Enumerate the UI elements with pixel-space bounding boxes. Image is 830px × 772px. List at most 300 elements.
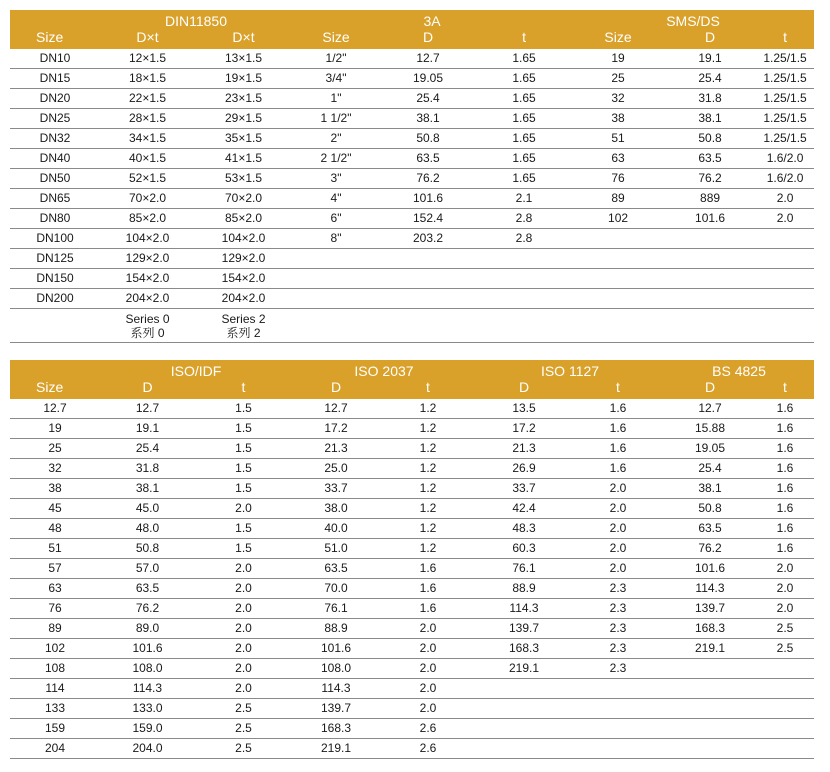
table-cell: 3/4" bbox=[292, 69, 380, 89]
table-cell: 2.0 bbox=[756, 189, 814, 209]
table-cell: 57 bbox=[10, 559, 100, 579]
table-cell: 38.1 bbox=[100, 479, 195, 499]
column-header: t bbox=[195, 379, 292, 399]
group-header-din11850: DIN11850 bbox=[100, 10, 292, 29]
table-cell: 19.1 bbox=[100, 419, 195, 439]
table-cell: 2.3 bbox=[572, 579, 664, 599]
table-cell bbox=[664, 659, 756, 679]
column-header: t bbox=[476, 29, 572, 49]
table-row bbox=[10, 69, 814, 89]
table-cell: 2.3 bbox=[572, 659, 664, 679]
table-cell: 129×2.0 bbox=[195, 249, 292, 269]
table-cell: 57.0 bbox=[100, 559, 195, 579]
table-cell: 38.1 bbox=[664, 109, 756, 129]
table-cell: 2.0 bbox=[195, 659, 292, 679]
table-cell: 15.88 bbox=[664, 419, 756, 439]
column-header: D bbox=[476, 379, 572, 399]
table-row bbox=[10, 399, 814, 419]
table-cell: 2.0 bbox=[195, 679, 292, 699]
table-cell: DN100 bbox=[10, 229, 100, 249]
table-cell: 1.25/1.5 bbox=[756, 129, 814, 149]
table-cell bbox=[476, 269, 572, 289]
table-cell: 101.6 bbox=[292, 639, 380, 659]
group-header-sms-ds: SMS/DS bbox=[572, 10, 814, 29]
table-cell bbox=[664, 269, 756, 289]
table-cell: 1.25/1.5 bbox=[756, 69, 814, 89]
table-cell: 53×1.5 bbox=[195, 169, 292, 189]
table-cell: 2.0 bbox=[195, 599, 292, 619]
table-cell: 2.0 bbox=[195, 619, 292, 639]
table-cell: 12.7 bbox=[10, 399, 100, 419]
table-cell: 51 bbox=[572, 129, 664, 149]
table-cell: 2.0 bbox=[572, 539, 664, 559]
table-cell: 17.2 bbox=[292, 419, 380, 439]
table-cell bbox=[476, 289, 572, 309]
table-cell: 38.0 bbox=[292, 499, 380, 519]
table-cell: 2.0 bbox=[195, 579, 292, 599]
table-cell: 19.05 bbox=[664, 439, 756, 459]
table-cell: DN25 bbox=[10, 109, 100, 129]
table-cell: 1.6 bbox=[380, 579, 476, 599]
table-cell: DN10 bbox=[10, 49, 100, 69]
table-row bbox=[10, 659, 814, 679]
table-cell bbox=[572, 249, 664, 269]
table-cell: 1.6 bbox=[380, 559, 476, 579]
table-cell: 1.6 bbox=[756, 399, 814, 419]
table-cell bbox=[572, 229, 664, 249]
table-cell bbox=[664, 679, 756, 699]
table-cell: 114 bbox=[10, 679, 100, 699]
table-cell: 168.3 bbox=[664, 619, 756, 639]
table-cell: 17.2 bbox=[476, 419, 572, 439]
table-row bbox=[10, 129, 814, 149]
table-cell: 1.5 bbox=[195, 459, 292, 479]
table-cell: 114.3 bbox=[100, 679, 195, 699]
table-cell: 1.65 bbox=[476, 69, 572, 89]
table-cell: 89 bbox=[10, 619, 100, 639]
table-cell: 1.6 bbox=[572, 439, 664, 459]
table-cell: 2.5 bbox=[195, 719, 292, 739]
table-cell: 1.2 bbox=[380, 439, 476, 459]
table-cell: 2.3 bbox=[572, 639, 664, 659]
table-cell: 76.2 bbox=[664, 539, 756, 559]
table-cell: 76 bbox=[572, 169, 664, 189]
table-cell: 2.0 bbox=[572, 479, 664, 499]
table-cell: 1.6/2.0 bbox=[756, 169, 814, 189]
table-cell: 51 bbox=[10, 539, 100, 559]
table-cell: 1.2 bbox=[380, 419, 476, 439]
table-cell: 25.4 bbox=[664, 459, 756, 479]
table-cell: 2.0 bbox=[380, 619, 476, 639]
table-cell: 219.1 bbox=[664, 639, 756, 659]
series-note-line2: 系列 0 bbox=[130, 325, 165, 340]
empty-cell bbox=[664, 309, 756, 343]
table-row bbox=[10, 269, 814, 289]
table-cell: 1" bbox=[292, 89, 380, 109]
table-row bbox=[10, 679, 814, 699]
table-cell: 1.65 bbox=[476, 109, 572, 129]
table-cell: 2.8 bbox=[476, 209, 572, 229]
pipe-size-table-iso-bs bbox=[10, 360, 814, 759]
table-cell: 1.6 bbox=[756, 499, 814, 519]
table-cell: 25.4 bbox=[664, 69, 756, 89]
table-cell: 152.4 bbox=[380, 209, 476, 229]
table-cell: 2.0 bbox=[572, 499, 664, 519]
table-cell bbox=[476, 699, 572, 719]
column-header: Size bbox=[10, 379, 100, 399]
table-cell: 168.3 bbox=[476, 639, 572, 659]
table-cell: 48.0 bbox=[100, 519, 195, 539]
table-cell: DN32 bbox=[10, 129, 100, 149]
table-cell: 102 bbox=[10, 639, 100, 659]
table-cell: 168.3 bbox=[292, 719, 380, 739]
table-cell bbox=[756, 229, 814, 249]
column-header: Size bbox=[292, 29, 380, 49]
table-row bbox=[10, 459, 814, 479]
table-cell bbox=[572, 719, 664, 739]
table-cell: 40.0 bbox=[292, 519, 380, 539]
table-cell: 204 bbox=[10, 739, 100, 759]
table-cell: DN150 bbox=[10, 269, 100, 289]
table-cell: 2 1/2" bbox=[292, 149, 380, 169]
series-note bbox=[195, 309, 292, 343]
table-cell bbox=[292, 289, 380, 309]
table-row bbox=[10, 539, 814, 559]
table-cell: 1 1/2" bbox=[292, 109, 380, 129]
table-cell: 45 bbox=[10, 499, 100, 519]
empty-cell bbox=[756, 309, 814, 343]
table-cell: 2.3 bbox=[572, 619, 664, 639]
column-header: D bbox=[664, 29, 756, 49]
table-cell: 1.25/1.5 bbox=[756, 109, 814, 129]
table-row bbox=[10, 169, 814, 189]
column-header: t bbox=[572, 379, 664, 399]
column-header: Size bbox=[572, 29, 664, 49]
table-cell: 18×1.5 bbox=[100, 69, 195, 89]
table-cell: DN40 bbox=[10, 149, 100, 169]
table-cell: 33.7 bbox=[476, 479, 572, 499]
table-cell bbox=[756, 699, 814, 719]
table-cell bbox=[664, 249, 756, 269]
table-cell: 2" bbox=[292, 129, 380, 149]
table-row bbox=[10, 639, 814, 659]
table-cell: 25 bbox=[572, 69, 664, 89]
table-cell: 1.2 bbox=[380, 519, 476, 539]
table-cell: 1.65 bbox=[476, 89, 572, 109]
table-row bbox=[10, 439, 814, 459]
table-cell: 114.3 bbox=[292, 679, 380, 699]
table-cell: 139.7 bbox=[664, 599, 756, 619]
series-note-row bbox=[10, 309, 814, 343]
table-cell bbox=[756, 659, 814, 679]
table-cell: 2.3 bbox=[572, 599, 664, 619]
table-cell: 3" bbox=[292, 169, 380, 189]
table-cell: DN125 bbox=[10, 249, 100, 269]
table-cell: 23×1.5 bbox=[195, 89, 292, 109]
column-header: D bbox=[380, 29, 476, 49]
table-cell: 114.3 bbox=[664, 579, 756, 599]
column-header: t bbox=[380, 379, 476, 399]
table-cell: 13.5 bbox=[476, 399, 572, 419]
table-cell: 1.5 bbox=[195, 539, 292, 559]
table-cell: 31.8 bbox=[664, 89, 756, 109]
table-cell: 34×1.5 bbox=[100, 129, 195, 149]
table-cell bbox=[756, 289, 814, 309]
table-cell: 63.5 bbox=[380, 149, 476, 169]
table-cell: 101.6 bbox=[664, 209, 756, 229]
table-cell: 1.65 bbox=[476, 149, 572, 169]
table-cell: 1.5 bbox=[195, 439, 292, 459]
table-cell: 76.2 bbox=[664, 169, 756, 189]
column-header: D×t bbox=[100, 29, 195, 49]
table-cell: 2.0 bbox=[572, 519, 664, 539]
table-cell: 1.65 bbox=[476, 169, 572, 189]
table-cell: 1.6 bbox=[572, 419, 664, 439]
table-cell: 48 bbox=[10, 519, 100, 539]
table-cell: 2.0 bbox=[756, 209, 814, 229]
table-cell bbox=[756, 719, 814, 739]
table-cell: 101.6 bbox=[664, 559, 756, 579]
table-row bbox=[10, 249, 814, 269]
table-cell bbox=[756, 679, 814, 699]
table-cell: 104×2.0 bbox=[195, 229, 292, 249]
table-row bbox=[10, 719, 814, 739]
table-cell: DN80 bbox=[10, 209, 100, 229]
table-cell: 1.6 bbox=[572, 399, 664, 419]
table-cell: 1.6 bbox=[756, 419, 814, 439]
table-cell: 76.2 bbox=[380, 169, 476, 189]
table-cell: 108.0 bbox=[100, 659, 195, 679]
table-cell: 50.8 bbox=[664, 499, 756, 519]
table-cell: 35×1.5 bbox=[195, 129, 292, 149]
table-cell: 2.5 bbox=[195, 739, 292, 759]
table-cell: 32 bbox=[572, 89, 664, 109]
table-cell: 63.5 bbox=[664, 519, 756, 539]
table-cell: 21.3 bbox=[292, 439, 380, 459]
table-cell bbox=[380, 289, 476, 309]
table-cell bbox=[664, 719, 756, 739]
table-cell bbox=[756, 739, 814, 759]
table-cell: 50.8 bbox=[100, 539, 195, 559]
table-cell: 12×1.5 bbox=[100, 49, 195, 69]
column-header: D×t bbox=[195, 29, 292, 49]
table-cell: 219.1 bbox=[292, 739, 380, 759]
table-cell: 63.5 bbox=[292, 559, 380, 579]
table-row bbox=[10, 109, 814, 129]
table-cell: 63 bbox=[10, 579, 100, 599]
table-cell: 219.1 bbox=[476, 659, 572, 679]
table-cell: 19.1 bbox=[664, 49, 756, 69]
table-cell: 104×2.0 bbox=[100, 229, 195, 249]
table-row bbox=[10, 289, 814, 309]
table-cell: 1.65 bbox=[476, 129, 572, 149]
table-cell: 2.0 bbox=[380, 679, 476, 699]
empty-cell bbox=[10, 309, 100, 343]
table-cell: 28×1.5 bbox=[100, 109, 195, 129]
table-cell: 1.6 bbox=[756, 459, 814, 479]
group-header-bs-4825: BS 4825 bbox=[664, 360, 814, 379]
table-cell: 19 bbox=[572, 49, 664, 69]
table-row bbox=[10, 49, 814, 69]
table-cell: 1.6 bbox=[756, 519, 814, 539]
table-cell: 89.0 bbox=[100, 619, 195, 639]
table-cell: 70×2.0 bbox=[195, 189, 292, 209]
table-row bbox=[10, 559, 814, 579]
table-cell: 22×1.5 bbox=[100, 89, 195, 109]
table-cell: 2.0 bbox=[380, 659, 476, 679]
table-cell: 2.0 bbox=[380, 639, 476, 659]
column-header: t bbox=[756, 379, 814, 399]
table-cell: 51.0 bbox=[292, 539, 380, 559]
table-cell: 2.0 bbox=[195, 559, 292, 579]
table-cell: 2.1 bbox=[476, 189, 572, 209]
table-cell bbox=[756, 249, 814, 269]
table-row bbox=[10, 189, 814, 209]
table-cell: 25.4 bbox=[380, 89, 476, 109]
table-cell: 38 bbox=[572, 109, 664, 129]
table-cell: 76.1 bbox=[292, 599, 380, 619]
table-cell: 2.0 bbox=[380, 699, 476, 719]
table-cell: 204×2.0 bbox=[195, 289, 292, 309]
table-cell: 38.1 bbox=[664, 479, 756, 499]
table-cell: 1.6 bbox=[756, 439, 814, 459]
table-cell: 45.0 bbox=[100, 499, 195, 519]
table-cell: 70.0 bbox=[292, 579, 380, 599]
group-header-iso-idf: ISO/IDF bbox=[100, 360, 292, 379]
table-cell: 19 bbox=[10, 419, 100, 439]
table-cell bbox=[572, 289, 664, 309]
table-row bbox=[10, 599, 814, 619]
table-cell: 89 bbox=[572, 189, 664, 209]
table-cell: 52×1.5 bbox=[100, 169, 195, 189]
table-row bbox=[10, 419, 814, 439]
table-cell: 76 bbox=[10, 599, 100, 619]
table-cell: 41×1.5 bbox=[195, 149, 292, 169]
table-cell: DN50 bbox=[10, 169, 100, 189]
table-cell: 2.0 bbox=[572, 559, 664, 579]
table-cell: 1.2 bbox=[380, 459, 476, 479]
empty-cell bbox=[292, 309, 380, 343]
table-cell: 19×1.5 bbox=[195, 69, 292, 89]
table-cell: 1.6 bbox=[572, 459, 664, 479]
table-cell: DN15 bbox=[10, 69, 100, 89]
table-cell bbox=[476, 249, 572, 269]
table-cell: 1.25/1.5 bbox=[756, 89, 814, 109]
series-note-line1: Series 2 bbox=[221, 311, 266, 326]
table-cell: 139.7 bbox=[476, 619, 572, 639]
table-cell: 6" bbox=[292, 209, 380, 229]
table-cell: 114.3 bbox=[476, 599, 572, 619]
table-cell bbox=[476, 719, 572, 739]
table-cell: 25.4 bbox=[100, 439, 195, 459]
table-cell: 4" bbox=[292, 189, 380, 209]
table-cell: 1.25/1.5 bbox=[756, 49, 814, 69]
table-cell: 139.7 bbox=[292, 699, 380, 719]
table-cell: 85×2.0 bbox=[100, 209, 195, 229]
empty-cell bbox=[476, 309, 572, 343]
column-header: t bbox=[756, 29, 814, 49]
table-cell: 108 bbox=[10, 659, 100, 679]
table-cell bbox=[664, 229, 756, 249]
table-cell: 1.2 bbox=[380, 499, 476, 519]
table-cell: 159.0 bbox=[100, 719, 195, 739]
table-cell: 1.5 bbox=[195, 519, 292, 539]
table-cell: 2.0 bbox=[195, 499, 292, 519]
table-cell: 70×2.0 bbox=[100, 189, 195, 209]
table-cell: 129×2.0 bbox=[100, 249, 195, 269]
table-cell bbox=[292, 269, 380, 289]
table-cell bbox=[664, 289, 756, 309]
column-header: D bbox=[100, 379, 195, 399]
table-cell: 2.0 bbox=[756, 559, 814, 579]
table-row bbox=[10, 479, 814, 499]
table-cell: 1.6 bbox=[756, 479, 814, 499]
table-cell: 204.0 bbox=[100, 739, 195, 759]
column-header: D bbox=[664, 379, 756, 399]
table-cell: 8" bbox=[292, 229, 380, 249]
table-cell bbox=[572, 699, 664, 719]
table-cell: 133.0 bbox=[100, 699, 195, 719]
column-header: Size bbox=[10, 29, 100, 49]
table-cell bbox=[476, 739, 572, 759]
series-note-line1: Series 0 bbox=[125, 311, 170, 326]
table-cell: 1.5 bbox=[195, 479, 292, 499]
table-row bbox=[10, 519, 814, 539]
table-row bbox=[10, 619, 814, 639]
table-cell: 1/2" bbox=[292, 49, 380, 69]
table-cell: 1.2 bbox=[380, 539, 476, 559]
table-cell: 1.6 bbox=[756, 539, 814, 559]
table-cell: 1.2 bbox=[380, 399, 476, 419]
table-cell: 154×2.0 bbox=[195, 269, 292, 289]
table-cell: 101.6 bbox=[380, 189, 476, 209]
table-cell: 38.1 bbox=[380, 109, 476, 129]
table-cell: 1.6/2.0 bbox=[756, 149, 814, 169]
table-cell: 13×1.5 bbox=[195, 49, 292, 69]
table-cell bbox=[292, 249, 380, 269]
table-cell: 42.4 bbox=[476, 499, 572, 519]
table-cell bbox=[572, 269, 664, 289]
table-cell: 2.6 bbox=[380, 719, 476, 739]
table-cell: 29×1.5 bbox=[195, 109, 292, 129]
table-cell: 2.0 bbox=[756, 599, 814, 619]
table-cell: 63.5 bbox=[664, 149, 756, 169]
table-cell: 159 bbox=[10, 719, 100, 739]
table-cell: 1.6 bbox=[380, 599, 476, 619]
table-cell: 2.8 bbox=[476, 229, 572, 249]
table-cell: 101.6 bbox=[100, 639, 195, 659]
table-cell: 25 bbox=[10, 439, 100, 459]
table-cell: 203.2 bbox=[380, 229, 476, 249]
table-row bbox=[10, 579, 814, 599]
table-cell: 102 bbox=[572, 209, 664, 229]
table-row bbox=[10, 699, 814, 719]
table-cell: 2.5 bbox=[195, 699, 292, 719]
table-cell: 1.5 bbox=[195, 419, 292, 439]
table-cell: 76.1 bbox=[476, 559, 572, 579]
table-cell: DN200 bbox=[10, 289, 100, 309]
column-header: D bbox=[292, 379, 380, 399]
table-cell bbox=[756, 269, 814, 289]
table-cell: 50.8 bbox=[664, 129, 756, 149]
table-cell: 12.7 bbox=[100, 399, 195, 419]
table-row bbox=[10, 499, 814, 519]
table-cell: 154×2.0 bbox=[100, 269, 195, 289]
table-cell: 26.9 bbox=[476, 459, 572, 479]
table-cell: 1.2 bbox=[380, 479, 476, 499]
table-cell: 21.3 bbox=[476, 439, 572, 459]
table-cell: 1.65 bbox=[476, 49, 572, 69]
